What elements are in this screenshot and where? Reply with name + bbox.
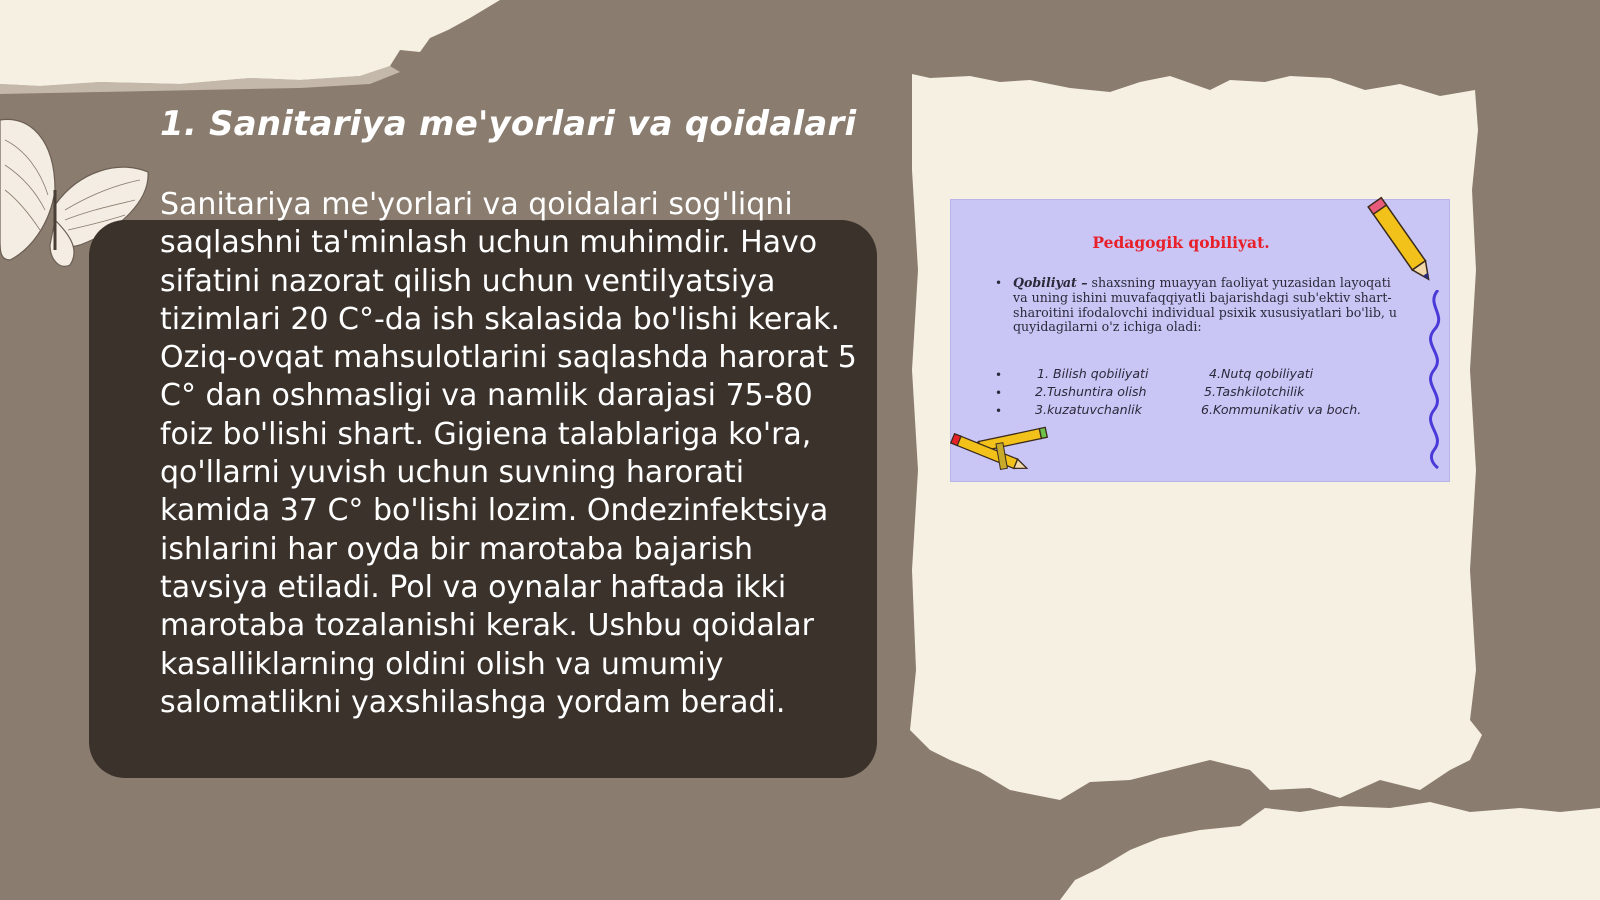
bullet-marker: •: [995, 404, 1003, 418]
definition-text: shaxsning muayyan faoliyat yuzasidan layoqati va uning ishini muvafaqqiyatli bajarishdagi sub'ektiv shart-sharoitini ifodalovchi individual psixik xususiyatlari bo'lib, u quyidagilarni o'z ichiga oladi:: [1013, 275, 1397, 335]
embedded-definition: [1013, 276, 1403, 335]
bullet-marker: •: [995, 368, 1003, 382]
list-item: 4.Nutq qobiliyati: [1209, 366, 1314, 381]
list-item: 2.Tushuntira olish: [1035, 384, 1147, 399]
slide-body-text: Sanitariya me'yorlari va qoidalari sog'liqni saqlashni ta'minlash uchun muhimdir. Havo sifatini nazorat qilish uchun ventilyatsiya tizimlari 20 C°-da ish skalasida bo'lishi kerak. Oziq-ovqat mahsulotlarini saqlashda harorat 5 C° dan oshmasligi va namlik darajasi 75-80 foiz bo'lishi shart. Gigiena talablariga ko'ra, qo'llarni yuvish uchun suvning harorati kamida 37 C° bo'lishi lozim. Ondezinfektsiya ishlarini har oyda bir marotaba bajarish tavsiya etiladi. Pol va oynalar haftada ikki marotaba tozalanishi kerak. Ushbu qoidalar kasalliklarning oldini olish va umumiy salomatlikni yaxshilashga yordam beradi.: [160, 187, 857, 720]
crossed-pencils-icon: [950, 425, 1055, 485]
list-item: 6.Kommunikativ va boch.: [1201, 402, 1362, 417]
squiggle-decoration: [1420, 290, 1450, 470]
list-item: 5.Tashkilotchilik: [1204, 384, 1305, 399]
bullet-marker: •: [995, 386, 1003, 400]
pencil-icon: [1365, 196, 1440, 291]
slide-title: 1. Sanitariya me'yorlari va qoidalari: [160, 104, 857, 144]
list-item: 1. Bilish qobiliyati: [1037, 366, 1149, 381]
embedded-slide-title: Pedagogik qobiliyat.: [1092, 233, 1270, 252]
list-item: 3.kuzatuvchanlik: [1035, 402, 1142, 417]
definition-term: Qobiliyat –: [1013, 275, 1088, 290]
bullet-marker: •: [995, 276, 1003, 290]
